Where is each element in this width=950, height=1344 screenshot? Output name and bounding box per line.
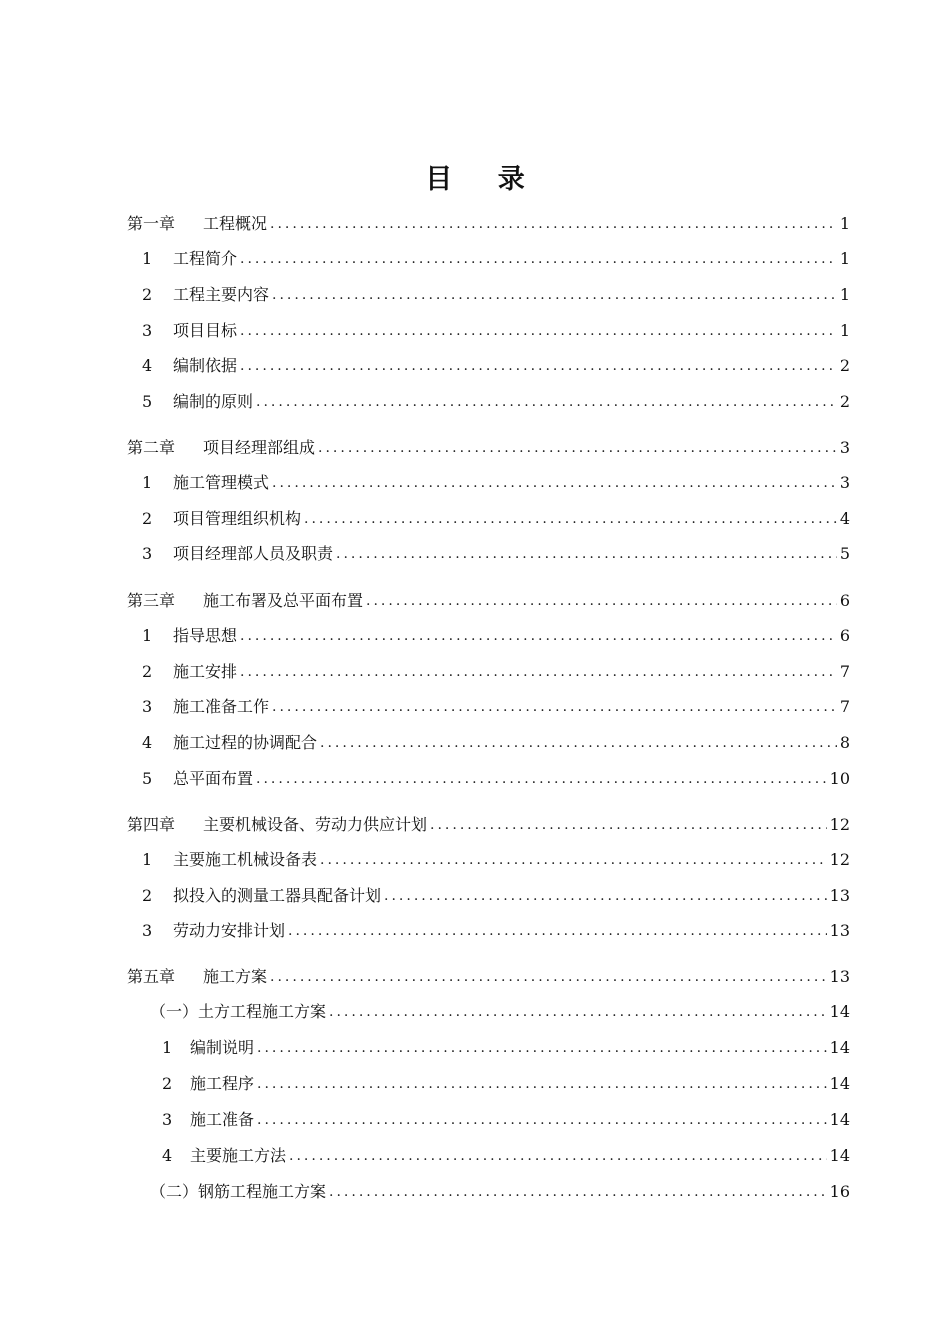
toc-text: 项目目标 [173, 321, 238, 340]
toc-text: 拟投入的测量工器具配备计划 [173, 886, 382, 905]
toc-number: 2 [142, 886, 153, 905]
toc-page: 6 [839, 591, 850, 610]
toc-entry[interactable] [127, 508, 850, 530]
toc-entry[interactable] [127, 768, 850, 790]
toc-text: 施工方案 [203, 967, 268, 986]
toc-number: 第一章 [127, 214, 176, 233]
toc-number: 第四章 [127, 815, 176, 834]
toc-text: 工程概况 [203, 214, 268, 233]
toc-entry[interactable] [127, 885, 850, 907]
toc-number: 3 [162, 1110, 173, 1129]
toc-page: 14 [829, 1074, 850, 1093]
toc-text: 劳动力安排计划 [173, 921, 286, 940]
toc-text: 项目经理部人员及职责 [173, 544, 334, 563]
dot-leader [256, 768, 827, 790]
dot-leader [270, 966, 827, 988]
toc-page: 12 [829, 815, 850, 834]
toc-entry[interactable] [127, 248, 850, 270]
dot-leader [240, 320, 837, 342]
dot-leader [272, 284, 837, 306]
toc-entry[interactable] [127, 814, 850, 836]
dot-leader [329, 1001, 827, 1023]
dot-leader [272, 472, 837, 494]
toc-entry[interactable] [162, 1037, 850, 1059]
toc-entry[interactable] [162, 1073, 850, 1095]
toc-page: 14 [829, 1002, 850, 1021]
toc-entry[interactable] [127, 437, 850, 459]
toc-page: 14 [829, 1110, 850, 1129]
toc-entry[interactable] [127, 472, 850, 494]
toc-entry[interactable] [127, 732, 850, 754]
toc-entry[interactable] [127, 543, 850, 565]
toc-page: 8 [839, 733, 850, 752]
toc-text: （一）土方工程施工方案 [150, 1002, 327, 1021]
toc-text: 编制的原则 [173, 392, 254, 411]
toc-entry[interactable] [127, 391, 850, 413]
toc-number: 2 [162, 1074, 173, 1093]
toc-number: 1 [142, 850, 153, 869]
toc-text: 施工程序 [190, 1074, 255, 1093]
toc-text: （二）钢筋工程施工方案 [150, 1182, 327, 1201]
toc-page: 12 [829, 850, 850, 869]
toc-number: 1 [142, 626, 153, 645]
dot-leader [270, 213, 837, 235]
dot-leader [240, 625, 837, 647]
toc-number: 第二章 [127, 438, 176, 457]
dot-leader [366, 590, 837, 612]
toc-number: 第五章 [127, 967, 176, 986]
toc-entry[interactable] [127, 696, 850, 718]
toc-page: 1 [839, 285, 850, 304]
toc-page: 1 [839, 321, 850, 340]
toc-page: 5 [839, 544, 850, 563]
toc-number: 3 [142, 697, 153, 716]
toc-number: 2 [142, 662, 153, 681]
dot-leader [384, 885, 827, 907]
toc-page: 4 [839, 509, 850, 528]
toc-number: 3 [142, 321, 153, 340]
toc-page: 3 [839, 473, 850, 492]
toc-text: 施工管理模式 [173, 473, 270, 492]
toc-number: 5 [142, 392, 153, 411]
toc-number: 2 [142, 285, 153, 304]
toc-entry[interactable] [150, 1181, 850, 1203]
dot-leader [240, 355, 837, 377]
toc-entry[interactable] [127, 590, 850, 612]
toc-entry[interactable] [127, 849, 850, 871]
dot-leader [257, 1109, 827, 1131]
toc-page: 13 [829, 967, 850, 986]
dot-leader [257, 1037, 827, 1059]
toc-page: 14 [829, 1146, 850, 1165]
toc-text: 指导思想 [173, 626, 238, 645]
toc-page: 14 [829, 1038, 850, 1057]
toc-text: 编制说明 [190, 1038, 255, 1057]
toc-text: 工程主要内容 [173, 285, 270, 304]
dot-leader [320, 849, 827, 871]
dot-leader [336, 543, 837, 565]
toc-text: 编制依据 [173, 356, 238, 375]
dot-leader [240, 248, 837, 270]
toc-number: 4 [142, 733, 153, 752]
toc-text: 主要施工机械设备表 [173, 850, 318, 869]
toc-page: 7 [839, 697, 850, 716]
toc-page: 13 [829, 921, 850, 940]
toc-entry[interactable] [127, 920, 850, 942]
dot-leader [430, 814, 827, 836]
dot-leader [329, 1181, 827, 1203]
toc-number: 4 [142, 356, 153, 375]
toc-number: 3 [142, 544, 153, 563]
toc-text: 项目管理组织机构 [173, 509, 302, 528]
toc-page: 1 [839, 249, 850, 268]
toc-number: 1 [142, 249, 153, 268]
toc-entry[interactable] [162, 1145, 850, 1167]
toc-text: 主要机械设备、劳动力供应计划 [203, 815, 428, 834]
toc-text: 施工准备工作 [173, 697, 270, 716]
toc-page: 2 [839, 392, 850, 411]
toc-page: 6 [839, 626, 850, 645]
dot-leader [256, 391, 837, 413]
toc-entry[interactable] [127, 213, 850, 235]
toc-number: 3 [142, 921, 153, 940]
dot-leader [318, 437, 837, 459]
toc-page: 16 [829, 1182, 850, 1201]
toc-entry[interactable] [127, 355, 850, 377]
dot-leader [288, 920, 827, 942]
toc-number: 5 [142, 769, 153, 788]
toc-number: 4 [162, 1146, 173, 1165]
toc-text: 项目经理部组成 [203, 438, 316, 457]
dot-leader [257, 1073, 827, 1095]
toc-text: 施工准备 [190, 1110, 255, 1129]
toc-entry[interactable] [127, 966, 850, 988]
dot-leader [272, 696, 837, 718]
toc-entry[interactable] [150, 1001, 850, 1023]
dot-leader [304, 508, 837, 530]
toc-text: 施工过程的协调配合 [173, 733, 318, 752]
toc-text: 总平面布置 [173, 769, 254, 788]
toc-page: 2 [839, 356, 850, 375]
toc-number: 第三章 [127, 591, 176, 610]
toc-page: 10 [829, 769, 850, 788]
toc-entry[interactable] [127, 625, 850, 647]
toc-number: 1 [142, 473, 153, 492]
toc-page: 13 [829, 886, 850, 905]
toc-entry[interactable] [162, 1109, 850, 1131]
toc-entry[interactable] [127, 284, 850, 306]
page-title: 目 录 [425, 164, 543, 195]
dot-leader [320, 732, 837, 754]
toc-page: 7 [839, 662, 850, 681]
dot-leader [240, 661, 837, 683]
dot-leader [289, 1145, 827, 1167]
toc-entry[interactable] [127, 320, 850, 342]
toc-text: 工程简介 [173, 249, 238, 268]
toc-page: 3 [839, 438, 850, 457]
toc-text: 施工安排 [173, 662, 238, 681]
toc-page: 1 [839, 214, 850, 233]
toc-number: 1 [162, 1038, 173, 1057]
toc-entry[interactable] [127, 661, 850, 683]
toc-text: 施工布署及总平面布置 [203, 591, 364, 610]
toc-number: 2 [142, 509, 153, 528]
toc-text: 主要施工方法 [190, 1146, 287, 1165]
